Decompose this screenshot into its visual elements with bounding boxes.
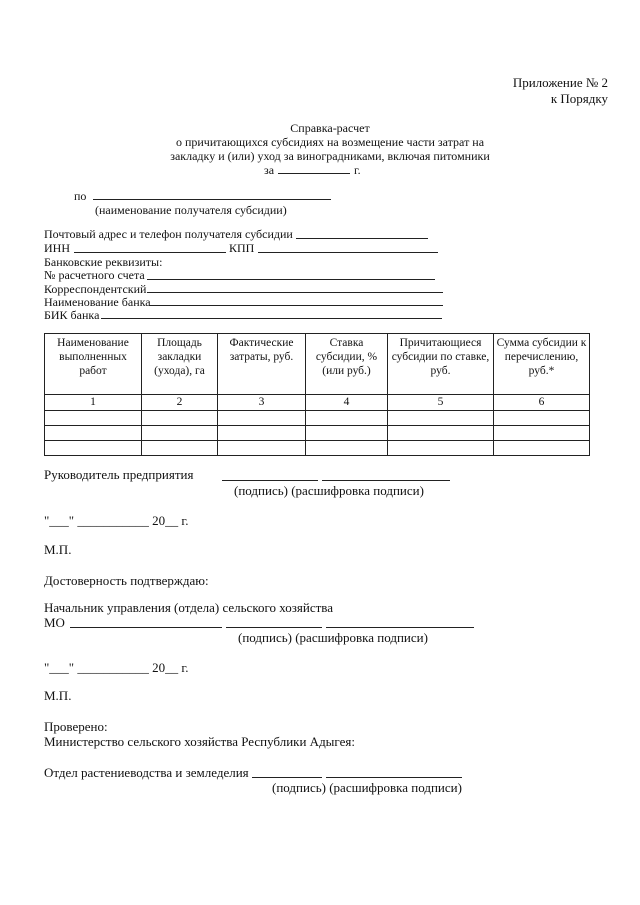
date-line-2: "___" ___________ 20__ г. — [44, 660, 189, 675]
recipient-name-line[interactable] — [93, 199, 331, 200]
corr-account-line[interactable] — [147, 292, 443, 293]
table-number-row — [45, 395, 590, 411]
head-label: Руководитель предприятия — [44, 467, 194, 482]
header-work-name: Наименование выполненных работ — [45, 334, 142, 395]
dept-decode-line[interactable] — [326, 777, 462, 778]
doc-title: Справка-расчет — [290, 121, 370, 135]
table-cell[interactable] — [142, 441, 218, 456]
table-cell[interactable] — [306, 426, 388, 441]
table-row — [45, 411, 590, 426]
table-cell[interactable] — [218, 411, 306, 426]
dept-sign-caption: (подпись) (расшифровка подписи) — [272, 780, 462, 795]
checked-label: Проверено: — [44, 719, 108, 734]
table-cell[interactable] — [142, 426, 218, 441]
dept-head-label: Начальник управления (отдела) сельского хозяйства — [44, 600, 334, 615]
head-sign-caption: (подпись) (расшифровка подписи) — [234, 483, 424, 498]
mo-decode-line[interactable] — [326, 627, 474, 628]
table-cell[interactable] — [494, 441, 590, 456]
kpp-label: КПП — [229, 241, 255, 255]
period-label: за — [264, 163, 275, 177]
column-number: 2 — [142, 395, 218, 411]
address-line[interactable] — [296, 238, 428, 239]
header-actual-costs: Фактические затраты, руб. — [218, 334, 306, 395]
kpp-line[interactable] — [258, 252, 438, 253]
column-number: 1 — [45, 395, 142, 411]
mo-sign-caption: (подпись) (расшифровка подписи) — [238, 630, 428, 645]
table-cell[interactable] — [306, 441, 388, 456]
mo-label: МО — [44, 615, 65, 630]
mo-signature-line[interactable] — [226, 627, 322, 628]
appendix-line-2: к Порядку — [550, 91, 608, 106]
head-signature-line[interactable] — [222, 480, 318, 481]
table-cell[interactable] — [494, 411, 590, 426]
table-cell[interactable] — [218, 441, 306, 456]
stamp-label-1: М.П. — [44, 542, 72, 557]
column-number: 5 — [388, 395, 494, 411]
table-cell[interactable] — [388, 426, 494, 441]
doc-subtitle-1: о причитающихся субсидиях на возмещение части затрат на — [175, 135, 485, 149]
mo-name-line[interactable] — [70, 627, 222, 628]
table-cell[interactable] — [142, 411, 218, 426]
header-transfer-amount: Сумма субсидии к перечислению, руб.* — [494, 334, 590, 395]
period-year-suffix: г. — [354, 163, 361, 177]
bik-label: БИК банка — [44, 308, 100, 322]
doc-subtitle-2: закладку и (или) уход за виноградниками, включая питомники — [170, 149, 490, 163]
bank-name-line[interactable] — [149, 305, 443, 306]
recipient-po-label: по — [74, 189, 87, 203]
ministry-label: Министерство сельского хозяйства Республики Адыгея: — [44, 734, 355, 749]
stamp-label-2: М.П. — [44, 688, 72, 703]
column-number: 3 — [218, 395, 306, 411]
recipient-caption: (наименование получателя субсидии) — [95, 203, 287, 217]
confirm-label: Достоверность подтверждаю: — [44, 573, 209, 588]
bik-line[interactable] — [101, 318, 442, 319]
header-area: Площадь закладки (ухода), га — [142, 334, 218, 395]
table-cell[interactable] — [306, 411, 388, 426]
account-label: № расчетного счета — [44, 268, 145, 282]
dept-label: Отдел растениеводства и земледелия — [44, 765, 249, 780]
head-name-line[interactable] — [322, 480, 450, 481]
appendix-line-1: Приложение № 2 — [512, 75, 608, 90]
table-cell[interactable] — [388, 441, 494, 456]
table-cell[interactable] — [218, 426, 306, 441]
bank-name-label: Наименование банка — [44, 295, 151, 309]
table-cell[interactable] — [388, 411, 494, 426]
date-line-1: "___" ___________ 20__ г. — [44, 513, 189, 528]
column-number: 6 — [494, 395, 590, 411]
table-row — [45, 426, 590, 441]
period-line[interactable] — [278, 173, 350, 174]
table-cell[interactable] — [45, 411, 142, 426]
bank-details-label: Банковские реквизиты: — [44, 255, 163, 269]
inn-label: ИНН — [44, 241, 70, 255]
table-cell[interactable] — [494, 426, 590, 441]
table-cell[interactable] — [45, 426, 142, 441]
column-number: 4 — [306, 395, 388, 411]
table-cell[interactable] — [45, 441, 142, 456]
header-subsidy-rate: Ставка субсидии, % (или руб.) — [306, 334, 388, 395]
dept-signature-line[interactable] — [252, 777, 322, 778]
table-row — [45, 441, 590, 456]
inn-line[interactable] — [74, 252, 226, 253]
header-due-subsidy: Причитающиеся субсидии по ставке, руб. — [388, 334, 494, 395]
table-header-row — [45, 334, 590, 395]
subsidy-table — [44, 333, 590, 456]
account-line[interactable] — [147, 279, 435, 280]
address-label: Почтовый адрес и телефон получателя субсидии — [44, 227, 293, 241]
corr-account-label: Корреспондентский — [44, 282, 147, 296]
